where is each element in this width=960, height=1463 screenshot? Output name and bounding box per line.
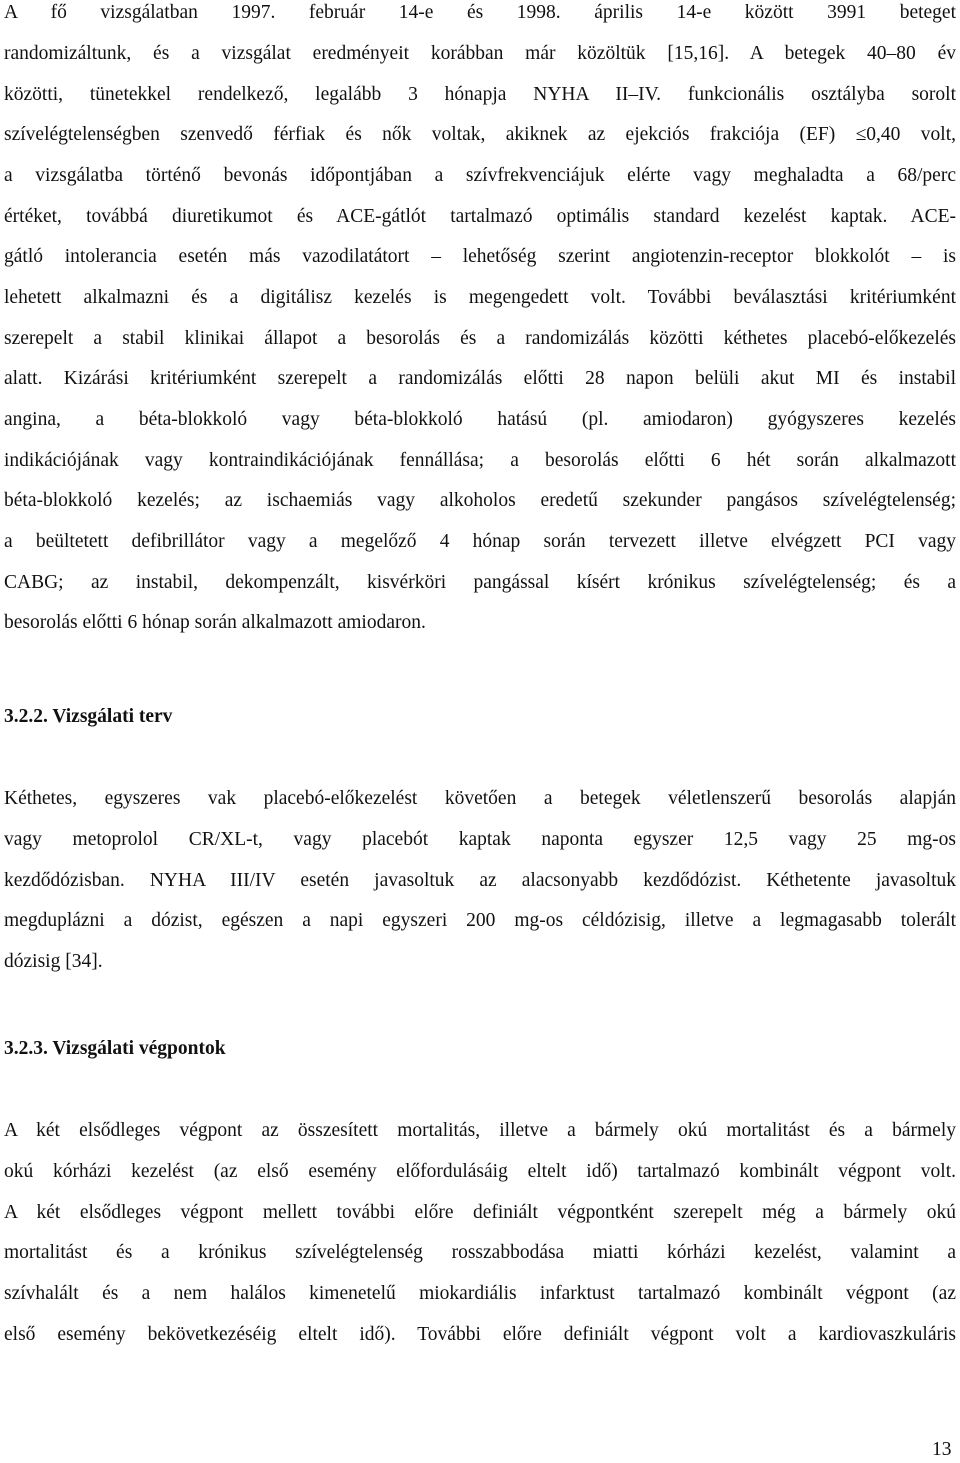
text-line: alatt. Kizárási kritériumként szerepelt a randomizálás előtti 28 napon belüli akut MI és instabil [4, 368, 956, 389]
paragraph-study-design [4, 786, 956, 976]
text-line: szerepelt a stabil klinikai állapot a besorolás és a randomizálás közötti kéthetes placebó-előkezelés [4, 328, 956, 349]
text-line: kezdődózisban. NYHA III/IV esetén javasoltuk az alacsonyabb kezdődózist. Kéthetente javasoltuk [4, 870, 956, 891]
text-line: közötti, tünetekkel rendelkező, legalább 3 hónapja NYHA II–IV. funkcionális osztályba sorolt [4, 84, 956, 105]
text-line: Kéthetes, egyszeres vak placebó-előkezelést követően a betegek véletlenszerű besorolás alapján [4, 788, 956, 809]
section-heading: 3.2.3. Vizsgálati végpontok [4, 1038, 226, 1059]
text-line: első esemény bekövetkezéséig eltelt idő). További előre definiált végpont volt a kardiovaszkuláris [4, 1324, 956, 1345]
text-line: A fő vizsgálatban 1997. február 14-e és 1998. április 14-e között 3991 beteget [4, 2, 956, 23]
text-line: randomizáltunk, és a vizsgálat eredményeit korábban már közöltük [15,16]. A betegek 40–80 év [4, 43, 956, 64]
text-line: lehetett alkalmazni és a digitálisz kezelés is megengedett volt. További beválasztási kritériumként [4, 287, 956, 308]
paragraph-study-population [4, 0, 956, 640]
text-line: vagy metoprolol CR/XL-t, vagy placebót kaptak naponta egyszer 12,5 vagy 25 mg-os [4, 829, 956, 850]
section-heading: 3.2.2. Vizsgálati terv [4, 706, 173, 727]
text-line: indikációjának vagy kontraindikációjának fennállása; a besorolás előtti 6 hét során alkalmazott [4, 450, 956, 471]
text-line: angina, a béta-blokkoló vagy béta-blokkoló hatású (pl. amiodaron) gyógyszeres kezelés [4, 409, 956, 430]
paragraph-endpoints [4, 1118, 956, 1348]
text-line: dózisig [34]. [4, 951, 103, 972]
text-line: szívelégtelenségben szenvedő férfiak és nők voltak, akiknek az ejekciós frakciója (EF) ≤0,40 volt, [4, 124, 956, 145]
text-line: mortalitást és a krónikus szívelégtelenség rosszabbodása miatti kórházi kezelést, valamint a [4, 1242, 956, 1263]
text-line: gátló intolerancia esetén más vazodilatátort – lehetőség szerint angiotenzin-receptor blokkolót – is [4, 246, 956, 267]
text-line: A két elsődleges végpont az összesített mortalitás, illetve a bármely okú mortalitást és a bármely [4, 1120, 956, 1141]
text-line: besorolás előtti 6 hónap során alkalmazott amiodaron. [4, 612, 426, 633]
text-line: szívhalált és a nem halálos kimenetelű miokardiális infarktust tartalmazó kombinált végpont (az [4, 1283, 956, 1304]
text-line: CABG; az instabil, dekompenzált, kisvérköri pangással kísért krónikus szívelégtelenség; és a [4, 572, 956, 593]
text-line: A két elsődleges végpont mellett további előre definiált végpontként szerepelt még a bármely okú [4, 1202, 956, 1223]
text-line: okú kórházi kezelést (az első esemény előfordulásáig eltelt idő) tartalmazó kombinált végpont volt. [4, 1161, 956, 1182]
text-line: a vizsgálatba történő bevonás időpontjában a szívfrekvenciájuk elérte vagy meghaladta a 68/perc [4, 165, 956, 186]
page-number: 13 [932, 1439, 952, 1460]
text-line: béta-blokkoló kezelés; az ischaemiás vagy alkoholos eredetű szekunder pangásos szívelégtelenség; [4, 490, 956, 511]
text-line: a beültetett defibrillátor vagy a megelőző 4 hónap során tervezett illetve elvégzett PCI vagy [4, 531, 956, 552]
text-line: megduplázni a dózist, egészen a napi egyszeri 200 mg-os céldózisig, illetve a legmagasabb tolerált [4, 910, 956, 931]
text-line: értéket, továbbá diuretikumot és ACE-gátlót tartalmazó optimális standard kezelést kaptak. ACE- [4, 206, 956, 227]
